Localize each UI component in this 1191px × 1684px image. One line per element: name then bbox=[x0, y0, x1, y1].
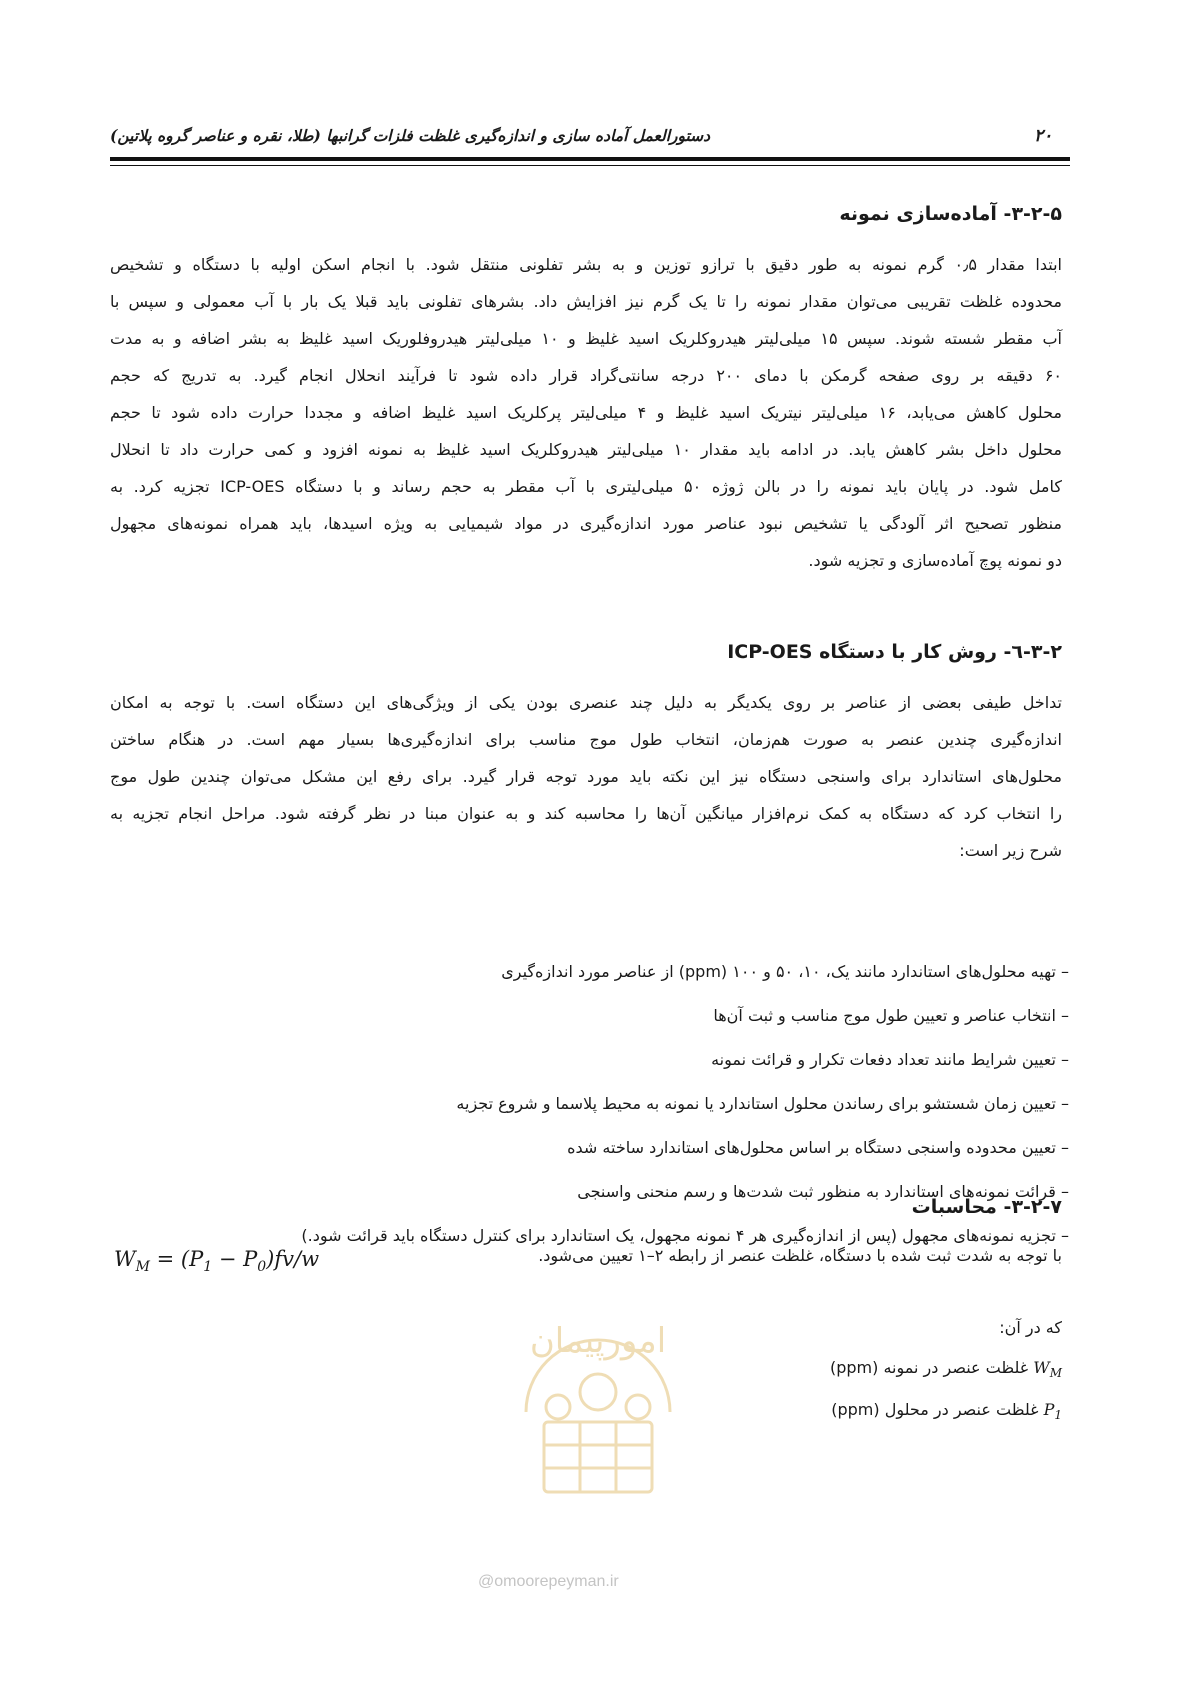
formula-text: $W_M = (P_1 - P_0)fv/w$ bbox=[114, 1247, 320, 1276]
paragraph-line: کامل شود. در پایان باید نمونه را در بالن ژوژه ۵۰ میلی‌لیتری با آب مقطر به حجم رساند و با دستگاه ICP-OES تجزیه کرد. به bbox=[110, 477, 1062, 496]
list-item: – تجزیه نمونه‌های مجهول (پس از اندازه‌گیری هر ۴ نمونه مجهول، یک استاندارد برای کنترل دستگاه باید قرائت شود.) bbox=[301, 1226, 1069, 1245]
paragraph-line: محلول داخل بشر کاهش یابد. در ادامه باید مقدار ۱۰ میلی‌لیتر هیدروکلریک اسید غلیظ به نمونه افزود و کمی حرارت داد تا انحلال bbox=[110, 440, 1062, 459]
paragraph-line: محلول‌های استاندارد برای واسنجی دستگاه نیز این نکته باید مورد توجه قرار گیرد. برای رفع این مشکل می‌توان چندین طول موج bbox=[110, 767, 1062, 786]
list-item: – قرائت نمونه‌های استاندارد به منظور ثبت شدت‌ها و رسم منحنی واسنجی bbox=[577, 1182, 1069, 1201]
paragraph-icp-procedure bbox=[110, 684, 1062, 869]
list-item: – تعیین شرایط مانند تعداد دفعات تکرار و قرائت نمونه bbox=[711, 1050, 1069, 1069]
header-rule-thin bbox=[110, 165, 1070, 166]
paragraph-line: آب مقطر شسته شوند. سپس ۱۵ میلی‌لیتر هیدروکلریک اسید غلیظ و ۱۰ میلی‌لیتر هیدروفلوریک اسید غلیظ به بشر اضافه و به مدت bbox=[110, 329, 1062, 348]
paragraph-line: محدوده غلظت تقریبی می‌توان مقدار نمونه را تا یک گرم نیز افزایش داد. بشرهای تفلونی باید قبلا یک بار با آب معمولی و سپس با bbox=[110, 292, 1062, 311]
list-item: – تعیین زمان شستشو برای رساندن محلول استاندارد یا نمونه به محیط پلاسما و شروع تجزیه bbox=[456, 1094, 1069, 1113]
symbol: $W_M$ bbox=[1033, 1358, 1062, 1381]
paragraph-line: شرح زیر است: bbox=[959, 841, 1062, 860]
definition-wm bbox=[830, 1358, 1062, 1380]
watermark-logo bbox=[486, 1262, 710, 1532]
paragraph-line: دو نمونه پوچ آماده‌سازی و تجزیه شود. bbox=[808, 551, 1062, 570]
symbol: $P_1$ bbox=[1043, 1400, 1062, 1423]
list-item: – تعیین محدوده واسنجی دستگاه بر اساس محلول‌های استاندارد ساخته شده bbox=[567, 1138, 1069, 1157]
paragraph-line: را انتخاب کرد که دستگاه به کمک نرم‌افزار میانگین آن‌ها را محاسبه کند و به عنوان مبنا در نظر گرفته شود. مراحل انجام تجزیه به bbox=[110, 804, 1062, 823]
section-heading-icp-procedure: ۳-۲-٦- روش کار با دستگاه ICP-OES bbox=[727, 641, 1062, 663]
paragraph-line: ۶۰ دقیقه بر روی صفحه گرمکن با دمای ۲۰۰ درجه سانتی‌گراد قرار داده شود تا فرآیند انحلال انجام گیرد. به تدریج که حجم bbox=[110, 366, 1063, 385]
header-rule-thick bbox=[110, 157, 1070, 161]
equation-2-1 bbox=[114, 1247, 319, 1275]
section-heading-calculations: ۳-۲-۷- محاسبات bbox=[911, 1196, 1062, 1218]
page-number: ۲۰ bbox=[1034, 126, 1053, 146]
paragraph-line: منظور تصحیح اثر آلودگی یا تشخیص نبود عناصر مورد اندازه‌گیری در مواد شیمیایی به ویژه اسیدها، باید همراه نمونه‌های مجهول bbox=[110, 514, 1062, 533]
paragraph-line: تداخل طیفی بعضی از عناصر بر روی یکدیگر به دلیل چند عنصری بودن یکی از ویژگی‌های این دستگاه است. با توجه به امکان bbox=[110, 693, 1062, 712]
section-heading-sample-prep: ۳-۲-۵- آماده‌سازی نمونه bbox=[839, 203, 1062, 225]
page-header bbox=[110, 126, 1068, 148]
definition-p1 bbox=[831, 1400, 1062, 1422]
list-item: – تهیه محلول‌های استاندارد مانند یک، ۱۰، ۵۰ و ۱۰۰ (ppm) از عناصر مورد اندازه‌گیری bbox=[501, 962, 1069, 981]
watermark-url: @omoorepeyman.ir bbox=[478, 1573, 619, 1590]
list-item: – انتخاب عناصر و تعیین طول موج مناسب و ثبت آن‌ها bbox=[713, 1006, 1069, 1025]
paragraph-line: اندازه‌گیری چندین عنصر به صورت هم‌زمان، انتخاب طول موج مناسب برای اندازه‌گیری‌ها بسیار مهم است. در هنگام ساختن bbox=[110, 730, 1062, 749]
running-title: دستورالعمل آماده سازی و اندازه‌گیری غلظت فلزات گرانبها (طلا، نقره و عناصر گروه پلاتین) bbox=[110, 126, 711, 145]
definition-text: غلظت عنصر در نمونه (ppm) bbox=[829, 1358, 1029, 1377]
definition-text: غلظت عنصر در محلول (ppm) bbox=[831, 1400, 1039, 1419]
watermark-logo-text: امورپیمان bbox=[529, 1321, 667, 1361]
paragraph-line: ابتدا مقدار ۰٫۵ گرم نمونه به طور دقیق با ترازو توزین و به بشر تفلونی منتقل شود. با انجام اسکن اولیه با دستگاه و تشخیص bbox=[110, 255, 1062, 274]
paragraph-sample-prep bbox=[110, 246, 1062, 579]
where-label: که در آن: bbox=[999, 1318, 1062, 1337]
paragraph-line: محلول کاهش می‌یابد، ۱۶ میلی‌لیتر نیتریک اسید غلیظ و ۴ میلی‌لیتر پرکلریک اسید غلیظ اضافه و مجددا حرارت داده شود تا حجم bbox=[110, 403, 1063, 422]
calculation-intro: با توجه به شدت ثبت شده با دستگاه، غلظت عنصر از رابطه ۲–۱ تعیین می‌شود. bbox=[538, 1246, 1062, 1265]
